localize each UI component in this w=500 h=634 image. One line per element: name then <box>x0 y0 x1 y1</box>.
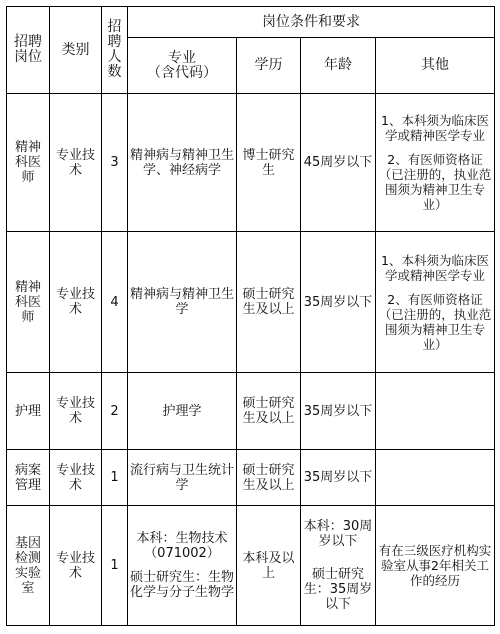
header-other: 其他 <box>376 38 495 94</box>
header-requirements: 岗位条件和要求 <box>128 7 495 38</box>
header-age: 年龄 <box>301 38 376 94</box>
major-item: 本科：生物技术（071002） <box>136 531 228 561</box>
cell-category: 专业技术 <box>50 94 102 232</box>
cell-category: 专业技术 <box>50 232 102 373</box>
table-row <box>7 506 495 626</box>
cell-education: 本科及以上 <box>237 506 301 626</box>
cell-other <box>376 373 495 450</box>
cell-category: 专业技术 <box>50 450 102 506</box>
cell-position: 精神科医师 <box>7 232 50 373</box>
cell-other: 有在三级医疗机构实验室从事2年相关工作的经历 <box>376 506 495 626</box>
age-item: 硕士研究生：35周岁以下 <box>303 567 373 612</box>
cell-category: 专业技术 <box>50 506 102 626</box>
other-item: 2、有医师资格证（已注册的，执业范围须为精神卫生专业） <box>378 291 492 352</box>
cell-headcount: 2 <box>102 373 128 450</box>
recruitment-table <box>6 6 495 626</box>
header-education: 学历 <box>237 38 301 94</box>
cell-major: 精神病与精神卫生学 <box>128 232 237 373</box>
other-item: 2、有医师资格证（已注册的，执业范围须为精神卫生专业） <box>378 152 492 212</box>
cell-position: 精神科医师 <box>7 94 50 232</box>
cell-age: 35周岁以下 <box>301 373 376 450</box>
cell-position: 基因检测实验室 <box>7 506 50 626</box>
cell-position: 护理 <box>7 373 50 450</box>
cell-other <box>376 450 495 506</box>
cell-age: 35周岁以下 <box>301 232 376 373</box>
header-major: 专业 （含代码） <box>128 38 237 94</box>
table-row <box>7 373 495 450</box>
cell-education: 硕士研究生及以上 <box>237 373 301 450</box>
cell-age: 35周岁以下 <box>301 450 376 506</box>
header-position: 招聘岗位 <box>7 7 50 94</box>
table-row <box>7 232 495 373</box>
major-item: 硕士研究生：生物化学与分子生物学 <box>130 570 235 600</box>
table-row <box>7 94 495 232</box>
cell-major: 精神病与精神卫生学、神经病学 <box>128 94 237 232</box>
header-headcount: 招聘人数 <box>102 7 128 94</box>
cell-position: 病案管理 <box>7 450 50 506</box>
cell-education: 博士研究生 <box>237 94 301 232</box>
cell-age <box>301 506 376 626</box>
other-item: 1、本科须为临床医学或精神医学专业 <box>381 252 489 283</box>
cell-education: 硕士研究生及以上 <box>237 232 301 373</box>
cell-headcount: 3 <box>102 94 128 232</box>
header-category: 类别 <box>50 7 102 94</box>
cell-education: 硕士研究生及以上 <box>237 450 301 506</box>
age-item: 本科：30周岁以下 <box>303 519 373 549</box>
cell-headcount: 1 <box>102 450 128 506</box>
cell-headcount: 1 <box>102 506 128 626</box>
cell-headcount: 4 <box>102 232 128 373</box>
table-row <box>7 450 495 506</box>
cell-other <box>376 232 495 373</box>
cell-category: 专业技术 <box>50 373 102 450</box>
cell-major <box>128 506 237 626</box>
cell-age: 45周岁以下 <box>301 94 376 232</box>
cell-other <box>376 94 495 232</box>
cell-major: 流行病与卫生统计学 <box>128 450 237 506</box>
cell-major: 护理学 <box>128 373 237 450</box>
other-item: 1、本科须为临床医学或精神医学专业 <box>381 113 489 143</box>
